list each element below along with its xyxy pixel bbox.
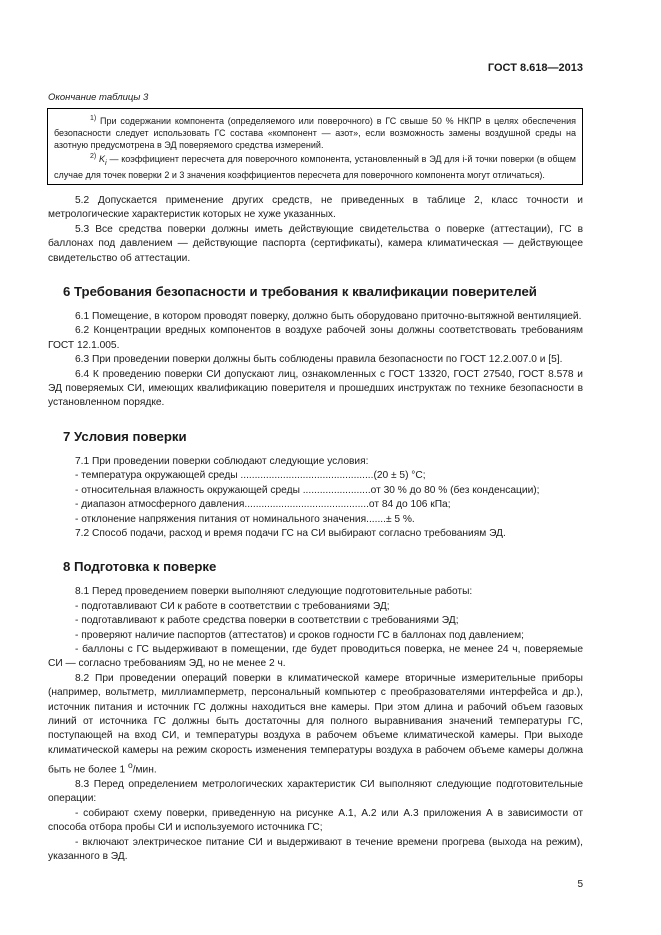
footnote-2-text: — коэффициент пересчета для поверочного компонента, установленный в ЭД для i-й точки поверки (в общем случае для точек поверки 2 и 3 значения коэффициентов пересчета для поверочного компонента могут отличаться). xyxy=(54,154,576,180)
footnote-2-subscript: i xyxy=(105,157,107,167)
list-item: - собирают схему поверки, приведенную на рисунке А.1, А.2 или А.3 приложения А в зависимости от способа отбора пробы СИ и используемого источника ГС; xyxy=(48,807,583,834)
list-item: - включают электрическое питание СИ и выдерживают в течение времени прогрева (выхода на режим), указанного в ЭД. xyxy=(48,836,583,863)
list-item: - подготавливают СИ к работе в соответствии с требованиями ЭД; xyxy=(75,600,390,612)
paragraph-5-3: 5.3 Все средства поверки должны иметь действующие свидетельства о поверке (аттестации), ГС в баллонах под давлением — действующие паспорта (сертификаты), камера климатическая — действующее свидетельство об аттестации. xyxy=(48,223,583,264)
footnote-2-symbol: K xyxy=(99,154,106,164)
section-7-heading: 7 Условия поверки xyxy=(63,428,187,444)
section-6-heading: 6 Требования безопасности и требования к квалификации поверителей xyxy=(63,284,537,300)
list-item: - баллоны с ГС выдерживают в помещении, где будет проводиться поверка, не менее 24 ч, поверяемые СИ — согласно требованиям ЭД, но не менее 2 ч. xyxy=(48,643,583,670)
footnote-2 xyxy=(54,151,576,181)
list-item: - температура окружающей среды ...............................................(20 ± 5) °С; xyxy=(75,470,426,482)
list-item: - подготавливают к работе средства поверки в соответствии с требованиями ЭД; xyxy=(75,615,459,627)
list-item: - относительная влажность окружающей среды ........................от 30 % до 80 % (без конденсации); xyxy=(75,484,540,496)
paragraph-6-2: 6.2 Концентрации вредных компонентов в воздухе рабочей зоны должны соответствовать требованиям ГОСТ 12.1.005. xyxy=(48,325,583,351)
paragraph-7-2: 7.2 Способ подачи, расход и время подачи ГС на СИ выбирают согласно требованиям ЭД. xyxy=(75,527,506,539)
document-body xyxy=(48,194,583,864)
paragraph-8-2-text: 8.2 При проведении операций поверки в климатической камере вторичные измерительные приборы (например, вольтметр, миллиамперметр, персональный компьютер с преобразователями интерфейса и др.), источник питания и источник ГС должны находиться вне камеры. При этом длина и рабочий объем газовых линий от источника ГС должны быть достаточны для полного выравнивания значений температуры ГС, поступающей на вход СИ, и температуры воздуха в рабочем объеме климатической камеры. При выходе климатической камеры на режим скорость изменения температуры воздуха в рабочем объеме камеры должна быть не более 1 xyxy=(48,672,583,776)
standard-designation: ГОСТ 8.618—2013 xyxy=(487,62,583,74)
list-item: - диапазон атмосферного давления............................................от 84 до 106 кПа; xyxy=(75,499,451,511)
degree-sign: о xyxy=(127,760,133,771)
table-caption: Окончание таблицы 3 xyxy=(48,92,149,103)
page-number: 5 xyxy=(577,879,583,890)
section-8-heading: 8 Подготовка к поверке xyxy=(63,559,217,575)
footnote-2-marker: 2) xyxy=(90,153,97,160)
footnote-1-marker: 1) xyxy=(90,115,97,122)
paragraph-8-2 xyxy=(48,672,583,778)
paragraph-6-1: 6.1 Помещение, в котором проводят поверку, должно быть оборудовано приточно-вытяжной вентиляцией. xyxy=(75,311,582,323)
paragraph-8-1: 8.1 Перед проведением поверки выполняют следующие подготовительные работы: xyxy=(75,586,473,598)
list-item: - проверяют наличие паспортов (аттестатов) и сроков годности ГС в баллонах под давлением; xyxy=(75,629,524,641)
footnote-1 xyxy=(54,113,576,151)
paragraph-8-2-unit: /мин. xyxy=(132,764,157,776)
table-footnotes-box xyxy=(47,108,583,185)
footnote-1-text: При содержании компонента (определяемого или поверочного) в ГС свыше 50 % НКПР в целях обеспечения безопасности следует использовать ГС состава «компонент — азот», если возможность замены воздушной среды на азотную предусмотрена в ЭД поверяемого средства измерений. xyxy=(54,116,576,150)
paragraph-8-3: 8.3 Перед определением метрологических характеристик СИ выполняют следующие подготовительные операции: xyxy=(48,778,583,805)
paragraph-6-4: 6.4 К проведению поверки СИ допускают лиц, ознакомленных с ГОСТ 13320, ГОСТ 27540, ГОСТ 8.578 и ЭД поверяемых СИ, имеющих квалификацию поверителя и прошедших инструктаж по технике безопасности в установленном порядке. xyxy=(48,368,583,409)
paragraph-7-1: 7.1 При проведении поверки соблюдают следующие условия: xyxy=(75,455,369,467)
list-item: - отклонение напряжения питания от номинального значения.......± 5 %. xyxy=(75,513,415,525)
paragraph-6-3: 6.3 При проведении поверки должны быть соблюдены правила безопасности по ГОСТ 12.2.007.0 и [5]. xyxy=(75,354,563,366)
paragraph-5-2: 5.2 Допускается применение других средств, не приведенных в таблице 2, класс точности и метрологические характеристик которых не хуже указанных. xyxy=(48,195,583,221)
